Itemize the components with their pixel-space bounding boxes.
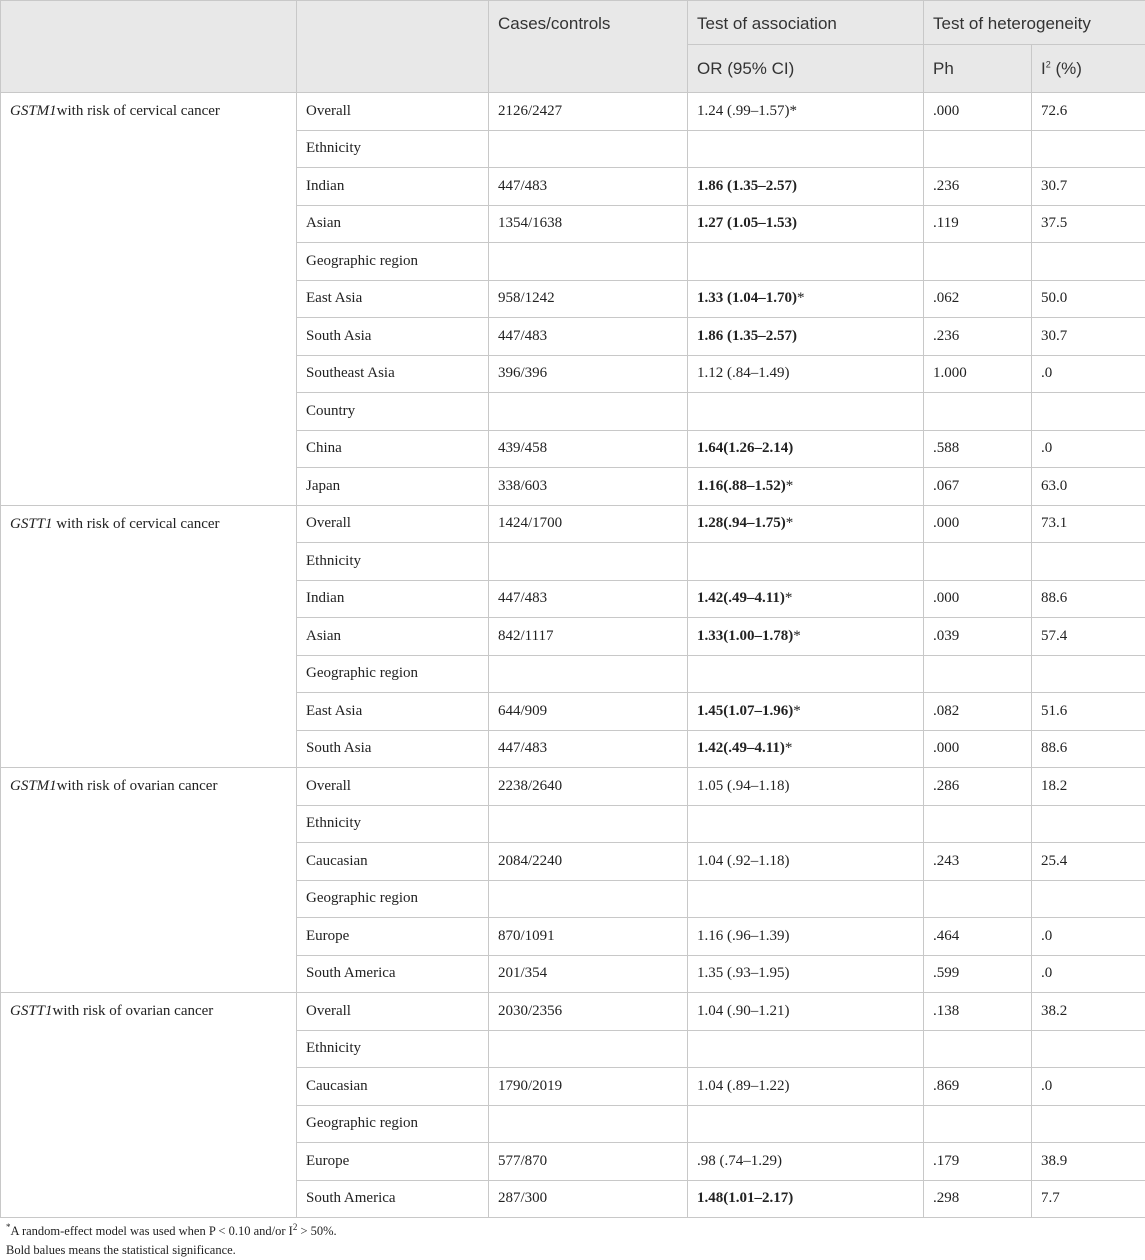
ph-cell: .464 (924, 918, 1032, 956)
cases-controls-cell: 396/396 (489, 355, 688, 393)
ph-cell (924, 543, 1032, 581)
ph-cell: .138 (924, 993, 1032, 1031)
cases-controls-cell: 2030/2356 (489, 993, 688, 1031)
subgroup-cell: Asian (297, 618, 489, 656)
group-label: GSTM1with risk of ovarian cancer (1, 768, 297, 993)
i2-cell: .0 (1032, 355, 1145, 393)
or-ci-cell (688, 130, 924, 168)
subgroup-cell: Europe (297, 1143, 489, 1181)
subgroup-cell: Geographic region (297, 1105, 489, 1143)
or-ci-cell: 1.12 (.84–1.49) (688, 355, 924, 393)
cases-controls-cell: 447/483 (489, 580, 688, 618)
subgroup-cell: South Asia (297, 730, 489, 768)
header-blank-subgroup (297, 1, 489, 93)
or-ci-cell: 1.28(.94–1.75)* (688, 505, 924, 543)
or-ci-cell: 1.86 (1.35–2.57) (688, 318, 924, 356)
ph-cell: .000 (924, 730, 1032, 768)
or-ci-cell: 1.24 (.99–1.57)* (688, 93, 924, 131)
subgroup-cell: South Asia (297, 318, 489, 356)
subgroup-cell: Overall (297, 93, 489, 131)
subgroup-cell: Europe (297, 918, 489, 956)
i2-cell: .0 (1032, 918, 1145, 956)
subgroup-cell: Ethnicity (297, 130, 489, 168)
i2-cell: 38.2 (1032, 993, 1145, 1031)
cases-controls-cell: 447/483 (489, 318, 688, 356)
i2-cell (1032, 243, 1145, 281)
table-row (1, 768, 1145, 806)
or-ci-cell: .98 (.74–1.29) (688, 1143, 924, 1181)
group-label: GSTT1with risk of ovarian cancer (1, 993, 297, 1218)
subgroup-cell: South America (297, 955, 489, 993)
subgroup-cell: Caucasian (297, 1068, 489, 1106)
ph-cell (924, 655, 1032, 693)
footnote-bold-values: Bold balues means the statistical significance. (6, 1243, 236, 1257)
cases-controls-cell (489, 655, 688, 693)
i2-cell: 18.2 (1032, 768, 1145, 806)
cases-controls-cell: 1424/1700 (489, 505, 688, 543)
cases-controls-cell: 338/603 (489, 468, 688, 506)
ph-cell (924, 1105, 1032, 1143)
or-ci-cell: 1.33 (1.04–1.70)* (688, 280, 924, 318)
i2-cell (1032, 1105, 1145, 1143)
ph-cell: .062 (924, 280, 1032, 318)
cases-controls-cell (489, 243, 688, 281)
subgroup-cell: Southeast Asia (297, 355, 489, 393)
or-ci-cell (688, 1105, 924, 1143)
or-ci-cell: 1.16(.88–1.52)* (688, 468, 924, 506)
i2-cell: 30.7 (1032, 168, 1145, 206)
subgroup-cell: Overall (297, 505, 489, 543)
ph-cell (924, 880, 1032, 918)
i2-cell (1032, 393, 1145, 431)
subgroup-cell: East Asia (297, 693, 489, 731)
random-effect-marker: * (785, 515, 794, 532)
subgroup-cell: Asian (297, 205, 489, 243)
ph-cell: .179 (924, 1143, 1032, 1181)
ph-cell: .000 (924, 580, 1032, 618)
i2-cell: 51.6 (1032, 693, 1145, 731)
or-ci-cell: 1.04 (.89–1.22) (688, 1068, 924, 1106)
random-effect-marker: * (797, 290, 805, 307)
i2-cell: .0 (1032, 1068, 1145, 1106)
i2-cell: 88.6 (1032, 580, 1145, 618)
ph-cell (924, 1030, 1032, 1068)
cases-controls-cell: 577/870 (489, 1143, 688, 1181)
or-ci-cell: 1.42(.49–4.11)* (688, 580, 924, 618)
or-ci-cell: 1.27 (1.05–1.53) (688, 205, 924, 243)
ph-cell: .588 (924, 430, 1032, 468)
cases-controls-cell: 644/909 (489, 693, 688, 731)
or-ci-cell (688, 393, 924, 431)
random-effect-marker: * (785, 477, 794, 494)
ph-cell: .067 (924, 468, 1032, 506)
header-or-ci: OR (95% CI) (688, 45, 924, 93)
header-test-association: Test of association (688, 1, 924, 45)
or-ci-cell (688, 880, 924, 918)
i2-cell: 50.0 (1032, 280, 1145, 318)
or-ci-cell: 1.04 (.90–1.21) (688, 993, 924, 1031)
group-label: GSTT1 with risk of cervical cancer (1, 505, 297, 768)
ph-cell: .000 (924, 93, 1032, 131)
table-row (1, 93, 1145, 131)
i2-cell: 37.5 (1032, 205, 1145, 243)
subgroup-cell: Caucasian (297, 843, 489, 881)
ph-cell: .119 (924, 205, 1032, 243)
subgroup-cell: Japan (297, 468, 489, 506)
i2-cell (1032, 130, 1145, 168)
or-ci-cell: 1.45(1.07–1.96)* (688, 693, 924, 731)
i2-cell (1032, 1030, 1145, 1068)
or-ci-cell: 1.35 (.93–1.95) (688, 955, 924, 993)
subgroup-cell: Country (297, 393, 489, 431)
subgroup-cell: Ethnicity (297, 805, 489, 843)
random-effect-marker: * (793, 702, 801, 719)
header-test-heterogeneity: Test of heterogeneity (924, 1, 1145, 45)
ph-cell: .286 (924, 768, 1032, 806)
subgroup-cell: Geographic region (297, 655, 489, 693)
cases-controls-cell: 2238/2640 (489, 768, 688, 806)
subgroup-cell: China (297, 430, 489, 468)
table-row (1, 993, 1145, 1031)
random-effect-marker: * (789, 102, 797, 119)
cases-controls-cell: 201/354 (489, 955, 688, 993)
cases-controls-cell: 870/1091 (489, 918, 688, 956)
i2-cell (1032, 805, 1145, 843)
header-row-1 (1, 1, 1145, 45)
cases-controls-cell (489, 543, 688, 581)
or-ci-cell: 1.04 (.92–1.18) (688, 843, 924, 881)
random-effect-marker: * (793, 627, 801, 644)
subgroup-cell: Indian (297, 580, 489, 618)
subgroup-cell: Ethnicity (297, 1030, 489, 1068)
ph-cell: .243 (924, 843, 1032, 881)
i2-cell: 30.7 (1032, 318, 1145, 356)
ph-cell: .082 (924, 693, 1032, 731)
i2-cell: 88.6 (1032, 730, 1145, 768)
ph-cell (924, 243, 1032, 281)
cases-controls-cell (489, 805, 688, 843)
i2-cell (1032, 655, 1145, 693)
cases-controls-cell (489, 1030, 688, 1068)
or-ci-cell: 1.05 (.94–1.18) (688, 768, 924, 806)
table-body (1, 93, 1145, 1218)
subgroup-cell: Ethnicity (297, 543, 489, 581)
or-ci-cell (688, 655, 924, 693)
i2-cell (1032, 880, 1145, 918)
i2-cell: .0 (1032, 430, 1145, 468)
ph-cell (924, 393, 1032, 431)
header-cases-controls: Cases/controls (489, 1, 688, 93)
or-ci-cell (688, 805, 924, 843)
table-row (1, 505, 1145, 543)
i2-cell: 7.7 (1032, 1180, 1145, 1218)
or-ci-cell: 1.42(.49–4.11)* (688, 730, 924, 768)
ph-cell: .298 (924, 1180, 1032, 1218)
random-effect-marker: * (784, 740, 793, 757)
ph-cell (924, 805, 1032, 843)
ph-cell (924, 130, 1032, 168)
or-ci-cell (688, 1030, 924, 1068)
ph-cell: .869 (924, 1068, 1032, 1106)
cases-controls-cell (489, 393, 688, 431)
or-ci-cell (688, 243, 924, 281)
or-ci-cell: 1.48(1.01–2.17) (688, 1180, 924, 1218)
i2-cell: .0 (1032, 955, 1145, 993)
random-effect-marker: * (784, 590, 793, 607)
subgroup-cell: Indian (297, 168, 489, 206)
cases-controls-cell: 439/458 (489, 430, 688, 468)
cases-controls-cell: 1354/1638 (489, 205, 688, 243)
cases-controls-cell: 447/483 (489, 730, 688, 768)
cases-controls-cell (489, 130, 688, 168)
ph-cell: .000 (924, 505, 1032, 543)
subgroup-cell: Overall (297, 993, 489, 1031)
i2-cell: 57.4 (1032, 618, 1145, 656)
or-ci-cell: 1.86 (1.35–2.57) (688, 168, 924, 206)
header-i2: $I^2$ (%) (1032, 45, 1145, 93)
cases-controls-cell: 2084/2240 (489, 843, 688, 881)
i2-cell: 25.4 (1032, 843, 1145, 881)
or-ci-cell (688, 543, 924, 581)
i2-cell: 73.1 (1032, 505, 1145, 543)
subgroup-cell: South America (297, 1180, 489, 1218)
cases-controls-cell: 1790/2019 (489, 1068, 688, 1106)
or-ci-cell: 1.16 (.96–1.39) (688, 918, 924, 956)
or-ci-cell: 1.33(1.00–1.78)* (688, 618, 924, 656)
ph-cell: .039 (924, 618, 1032, 656)
ph-cell: .236 (924, 318, 1032, 356)
ph-cell: .599 (924, 955, 1032, 993)
header-ph: Ph (924, 45, 1032, 93)
i2-cell: 63.0 (1032, 468, 1145, 506)
cases-controls-cell (489, 1105, 688, 1143)
i2-cell: 72.6 (1032, 93, 1145, 131)
group-label: GSTM1with risk of cervical cancer (1, 93, 297, 506)
or-ci-cell: 1.64(1.26–2.14) (688, 430, 924, 468)
cases-controls-cell: 842/1117 (489, 618, 688, 656)
cases-controls-cell (489, 880, 688, 918)
ph-cell: 1.000 (924, 355, 1032, 393)
subgroup-cell: Geographic region (297, 880, 489, 918)
subgroup-cell: East Asia (297, 280, 489, 318)
subgroup-cell: Overall (297, 768, 489, 806)
cases-controls-cell: 447/483 (489, 168, 688, 206)
cases-controls-cell: 287/300 (489, 1180, 688, 1218)
cases-controls-cell: 958/1242 (489, 280, 688, 318)
footnote-random-effect: *A random-effect model was used when P < 0.10 and/or $I^2 > 50\%$. (6, 1221, 337, 1238)
header-blank-group (1, 1, 297, 93)
subgroup-cell: Geographic region (297, 243, 489, 281)
cases-controls-cell: 2126/2427 (489, 93, 688, 131)
i2-cell (1032, 543, 1145, 581)
ph-cell: .236 (924, 168, 1032, 206)
i2-cell: 38.9 (1032, 1143, 1145, 1181)
